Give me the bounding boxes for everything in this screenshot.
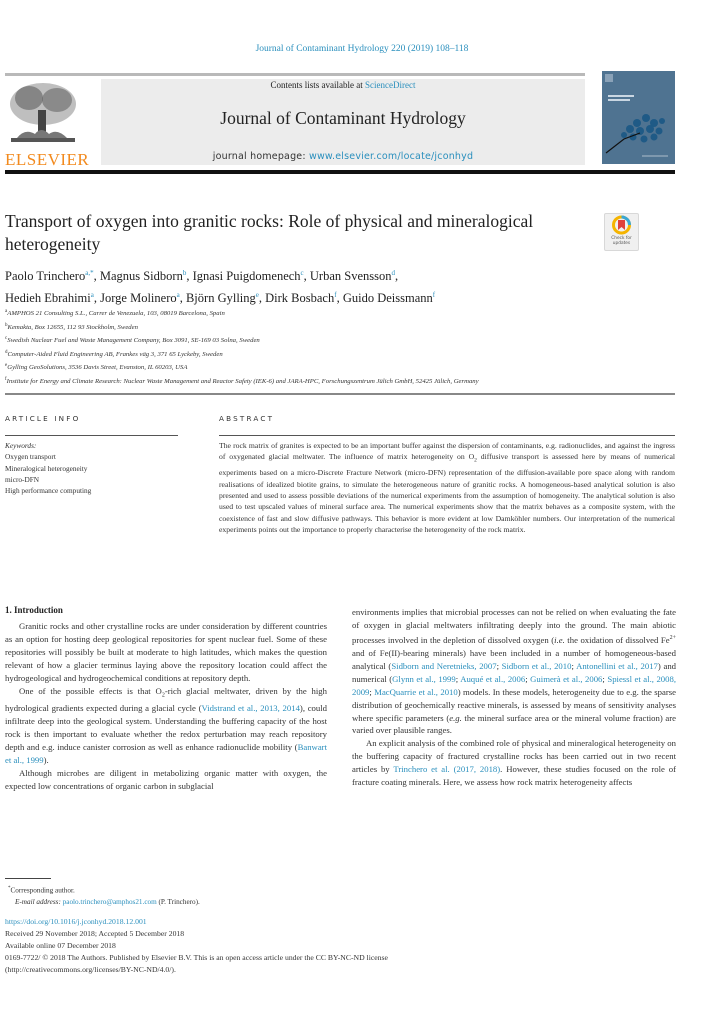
elsevier-logo [5, 80, 90, 169]
check-for-updates-badge[interactable] [604, 213, 639, 251]
journal-cover-thumbnail[interactable] [602, 71, 675, 164]
article-info-rule [5, 435, 178, 436]
affiliation: $^a$AMPHOS 21 Consulting S.L., Carrer de Venezuela, 103, 08019 Barcelona, Spain [5, 309, 225, 318]
journal-citation-link[interactable]: Journal of Contaminant Hydrology 220 (2019) 108–118 [255, 44, 469, 54]
email-note: E-mail address: paolo.trinchero@amphos21.com (P. Trinchero). [15, 897, 200, 906]
corresponding-author-note: *Corresponding author. [8, 886, 75, 895]
author-line-1 [5, 264, 645, 286]
introduction-heading: 1. Introduction [5, 605, 63, 615]
affiliation: $^e$Gylling GeoSolutions, 3536 Davis Street, Evanston, IL 60203, USA [5, 363, 188, 372]
elsevier-wordmark: ELSEVIER [5, 150, 90, 169]
keywords-block [5, 440, 195, 496]
available-online: Available online 07 December 2018 [5, 941, 116, 950]
citation-link[interactable]: Vidstrand et al., 2013, 2014 [201, 703, 300, 714]
citation-link[interactable]: MacQuarrie et al., 2010 [374, 686, 458, 697]
license-text: 0169-7722/ © 2018 The Authors. Published by Elsevier B.V. This is an open access article under the CC BY-NC-ND license [5, 953, 388, 962]
citation-link[interactable]: Spiessl et al., 2008, 2009 [352, 673, 676, 697]
footnotes [8, 883, 508, 908]
citation-link[interactable]: Sidborn and Neretnieks, 2007 [391, 660, 497, 671]
author[interactable]: Jorge Molinero$^a$, [100, 291, 186, 306]
masthead-top-rule [5, 73, 585, 76]
citation-link[interactable]: Banwart et al., 1999 [5, 742, 327, 766]
paragraph: Although microbes are diligent in metabolizing organic matter with oxygen, the expected low concentrations of organic carbon in subglacial [5, 768, 327, 792]
received-accepted: Received 29 November 2018; Accepted 5 December 2018 [5, 929, 185, 938]
homepage-link[interactable]: www.elsevier.com/locate/jconhyd [308, 151, 474, 162]
paragraph: environments implies that microbial processes can not be relied on when evaluating the fate of oxygen in glacial meltwaters infiltrating deeply into the ground. The main abiotic processes involved in the depletion of dissolved oxygen (i.e. the oxidation of dissolved $Fe^{2+}$ and of Fe(II)-bearing minerals) have been included in a number of homogeneous-based analytical (Sidborn and Neretnieks, 2007; Sidborn et al., 2010; Antonellini et al., 2017) and numerical (Glynn et al., 1999; Auqué et al., 2006; Guimerà et al., 2006; Spiessl et al., 2008, 2009; MacQuarrie et al., 2010) models. In these models, heterogeneity due to e.g. the sparse distribution of geochemically reactive minerals, is assessed by means of sensitivity analyses where specific parameters (e.g. the mineral surface area or the mineral volume fraction) are varied over plausible ranges. [352, 607, 677, 736]
crossmark-label-line1: Check for [611, 236, 632, 241]
author[interactable]: Dirk Bosbach$^f$, [265, 291, 343, 306]
article-info-heading: ARTICLE INFO [5, 414, 81, 423]
article-title: Transport of oxygen into granitic rocks: Role of physical and mineralogical heterogeneity [5, 211, 534, 254]
author-list [5, 264, 645, 308]
paragraph: An explicit analysis of the combined role of physical and mineralogical heterogeneity on the buffering capacity of fractured crystalline rocks has been carried out in two recent articles by Trinchero et al. (2017, 2018). However, these studies focused on the role of fracture coating minerals. Here, we assess how rock matrix heterogeneity affects [352, 738, 676, 788]
author[interactable]: Guido Deissmann$^f$ [342, 291, 436, 306]
abstract-rule [219, 435, 675, 436]
citation-link[interactable]: Antonellini et al., 2017 [576, 660, 658, 671]
doi-link[interactable]: https://doi.org/10.1016/j.jconhyd.2018.12.001 [5, 917, 147, 926]
license-url[interactable]: (http://creativecommons.org/licenses/BY-NC-ND/4.0/). [5, 965, 176, 974]
author[interactable]: Björn Gylling$^e$, [185, 291, 266, 306]
section-divider [5, 393, 675, 395]
citation-link[interactable]: Sidborn et al., 2010 [501, 660, 572, 671]
affiliation: $^d$Computer-Aided Fluid Engineering AB, Frankes väg 3, 371 65 Lyckeby, Sweden [5, 349, 223, 358]
elsevier-tree-icon [7, 80, 79, 146]
email-link[interactable]: paolo.trinchero@amphos21.com [62, 897, 157, 906]
contents-line [101, 80, 585, 90]
author[interactable]: Hedieh Ebrahimi$^a$, [5, 291, 101, 306]
abstract-text: The rock matrix of granites is expected to be an important buffer against the dispersion of contaminants, e.g. radionuclides, and against the ingress of oxygenated glacial meltwater. The influence of matrix heterogeneity on $O_2$ diffusive transport is assessed here by means of numerical experiments based on a micro-Discrete Fracture Network (micro-DFN) representation of the diffusion-available pore space along with random realisations of idealized biotite grains, to simulate the heterogeneous nature of granitic rocks. A homogeneous-based analytical solution is also presented and used to assess possible deviations of the numerical experiments from the assumption of homogeneity. The analytical solution is also used to test upscaled values of mineral surface area. The numerical experiments show that the matrix behaves as a composite system, with the coexistence of fast and slow diffusive pathways. This behavior is more evident at low Damköhler numbers. Our interpretation of the numerical experiments points out the importance to properly characterise the heterogeneity of the rock matrix. [219, 441, 675, 534]
affiliation: $^c$Swedish Nuclear Fuel and Waste Management Company, Box 3091, SE-169 03 Solna, Sweden [5, 336, 260, 345]
crossmark-icon [605, 214, 638, 236]
footnote-rule [5, 878, 51, 879]
affiliations [5, 306, 705, 387]
keyword: micro-DFN [5, 474, 40, 484]
citation-link[interactable]: Trinchero et al. (2017, 2018) [393, 764, 501, 775]
body-column-left [5, 620, 327, 793]
affiliation: $^b$Kemakta, Box 12655, 112 93 Stockholm, Sweden [5, 322, 138, 331]
author[interactable]: Paolo Trinchero$^{a,*}$, [5, 269, 100, 284]
abstract-heading: ABSTRACT [219, 414, 275, 423]
homepage-label: journal homepage: [212, 151, 309, 162]
author[interactable]: Urban Svensson$^d$, [309, 269, 399, 284]
body-column-right [352, 606, 676, 789]
keywords-label: Keywords: [5, 441, 37, 450]
author-line-2 [5, 286, 645, 308]
citation-link[interactable]: Guimerà et al., 2006 [530, 673, 603, 684]
journal-name: Journal of Contaminant Hydrology [220, 108, 466, 128]
crossmark-label-line2: updates [612, 241, 631, 246]
keyword: High performance computing [5, 486, 92, 496]
journal-homepage [101, 151, 585, 162]
keyword: Oxygen transport [5, 452, 56, 462]
citation-link[interactable]: Glynn et al., 1999 [392, 673, 456, 684]
paragraph: Granitic rocks and other crystalline rocks are under consideration by different countries as an option for hosting deep geological repositories for spent nuclear fuel. Some of these repositories will possibly be built at moderate to high latitudes, which makes the question relevant of how a glacier terminus laying above the repository location could affect the hydrogeological and hydrogeochemical conditions at repository depth. [5, 621, 327, 683]
sciencedirect-link[interactable]: ScienceDirect [365, 80, 416, 90]
author[interactable]: Ignasi Puigdomenech$^c$, [192, 269, 310, 284]
masthead-bottom-rule [5, 170, 675, 174]
affiliation: $^f$Institute for Energy and Climate Research: Nuclear Waste Management and Reactor Safety (IEK-6) and JARA-HPC, Forschungszentrum Jülich GmbH, 52425 Jülich, Germany [5, 376, 479, 385]
journal-cover-image [602, 71, 675, 164]
citation-link[interactable]: Auqué et al., 2006 [460, 673, 526, 684]
running-head[interactable] [0, 44, 724, 54]
publication-info [5, 916, 565, 976]
contents-prefix: Contents lists available at [270, 80, 365, 90]
keyword: Mineralogical heterogeneity [5, 463, 88, 473]
paragraph: One of the possible effects is that $O_2$-rich glacial meltwater, driven by the high hydrological gradients expected during a glacial cycle (Vidstrand et al., 2013, 2014), could infiltrate deep into the geological system. Understanding the buffering capacity of the host rock is then important to evaluate whether the redox perturbation may reach repository depth and e.g. induce canister corrosion as well as enhance radionuclide mobility (Banwart et al., 1999). [5, 685, 327, 766]
author[interactable]: Magnus Sidborn$^b$, [99, 269, 193, 284]
